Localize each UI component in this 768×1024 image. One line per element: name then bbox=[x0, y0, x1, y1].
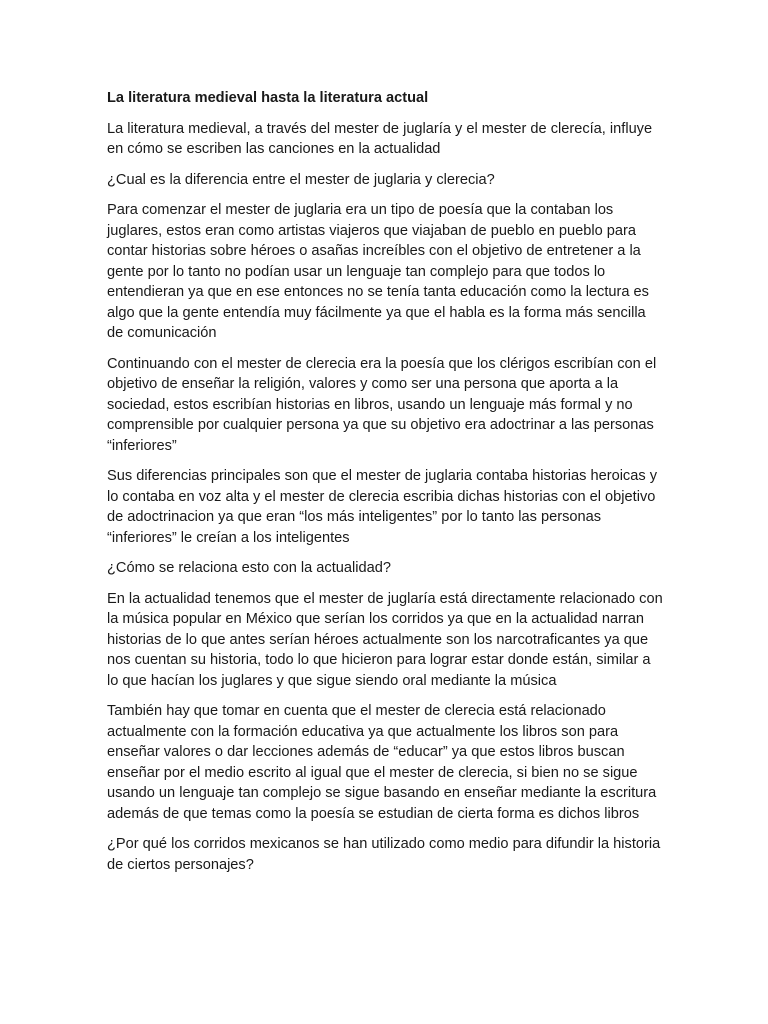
paragraph-actualidad-clerecia: También hay que tomar en cuenta que el mester de clerecia está relacionado actualmente con la formación educativa ya que actualmente los libros son para enseñar valores o dar lecciones además de “educar” ya que estos libros buscan enseñar por el medio escrito al igual que el mester de clerecia, si bien no se sigue usando un lenguaje tan complejo se sigue basando en enseñar mediante la escritura además de que temas como la poesía se estudian de cierta forma es dichos libros bbox=[107, 703, 657, 822]
question-difference: ¿Cual es la diferencia entre el mester de juglaria y clerecia? bbox=[107, 171, 495, 188]
paragraph-differences: Sus diferencias principales son que el mester de juglaria contaba historias heroicas y lo contaba en voz alta y el mester de clerecia escribia dichas historias con el objetivo de adoctrinacion ya que eran “los más inteligentes” por lo tanto las personas “inferiores” le creían a los inteligentes bbox=[107, 468, 657, 546]
paragraph-actualidad-juglaria: En la actualidad tenemos que el mester de juglaría está directamente relacionado con la música popular en México que serían los corridos ya que en la actualidad narran historias de lo que antes serían héroes actualmente son los narcotraficantes ya que nos cuentan su historia, todo lo que hicieron para lograr estar donde están, similar a lo que hacían los juglares y que sigue siendo oral mediante la música bbox=[107, 590, 663, 689]
question-corridos: ¿Por qué los corridos mexicanos se han utilizado como medio para difundir la historia de ciertos personajes? bbox=[107, 836, 661, 873]
document-title: La literatura medieval hasta la literatura actual bbox=[107, 90, 429, 106]
question-relation: ¿Cómo se relaciona esto con la actualidad? bbox=[107, 560, 391, 576]
paragraph-clerecia: Continuando con el mester de clerecia era la poesía que los clérigos escribían con el objetivo de enseñar la religión, valores y como ser una persona que aporta a la sociedad, estos escribían historias en libros, usando un lenguaje más formal y no comprensible por cualquier persona ya que su objetivo era adoctrinar a las personas “inferiores” bbox=[107, 355, 657, 454]
paragraph-juglaria: Para comenzar el mester de juglaria era un tipo de poesía que la contaban los juglares, estos eran como artistas viajeros que viajaban de pueblo en pueblo para contar historias sobre héroes o asañas increíbles con el objetivo de entretener a la gente por lo tanto no podían usar un lenguaje tan complejo para que todos lo entendieran ya que en ese entonces no se tenía tanta educación como la lectura es algo que la gente entendía muy fácilmente ya que el habla es la forma más sencilla de comunicación bbox=[107, 202, 649, 341]
intro-paragraph: La literatura medieval, a través del mester de juglaría y el mester de clerecía, influye en cómo se escriben las canciones en la actualidad bbox=[107, 120, 653, 157]
document-page bbox=[107, 88, 663, 885]
